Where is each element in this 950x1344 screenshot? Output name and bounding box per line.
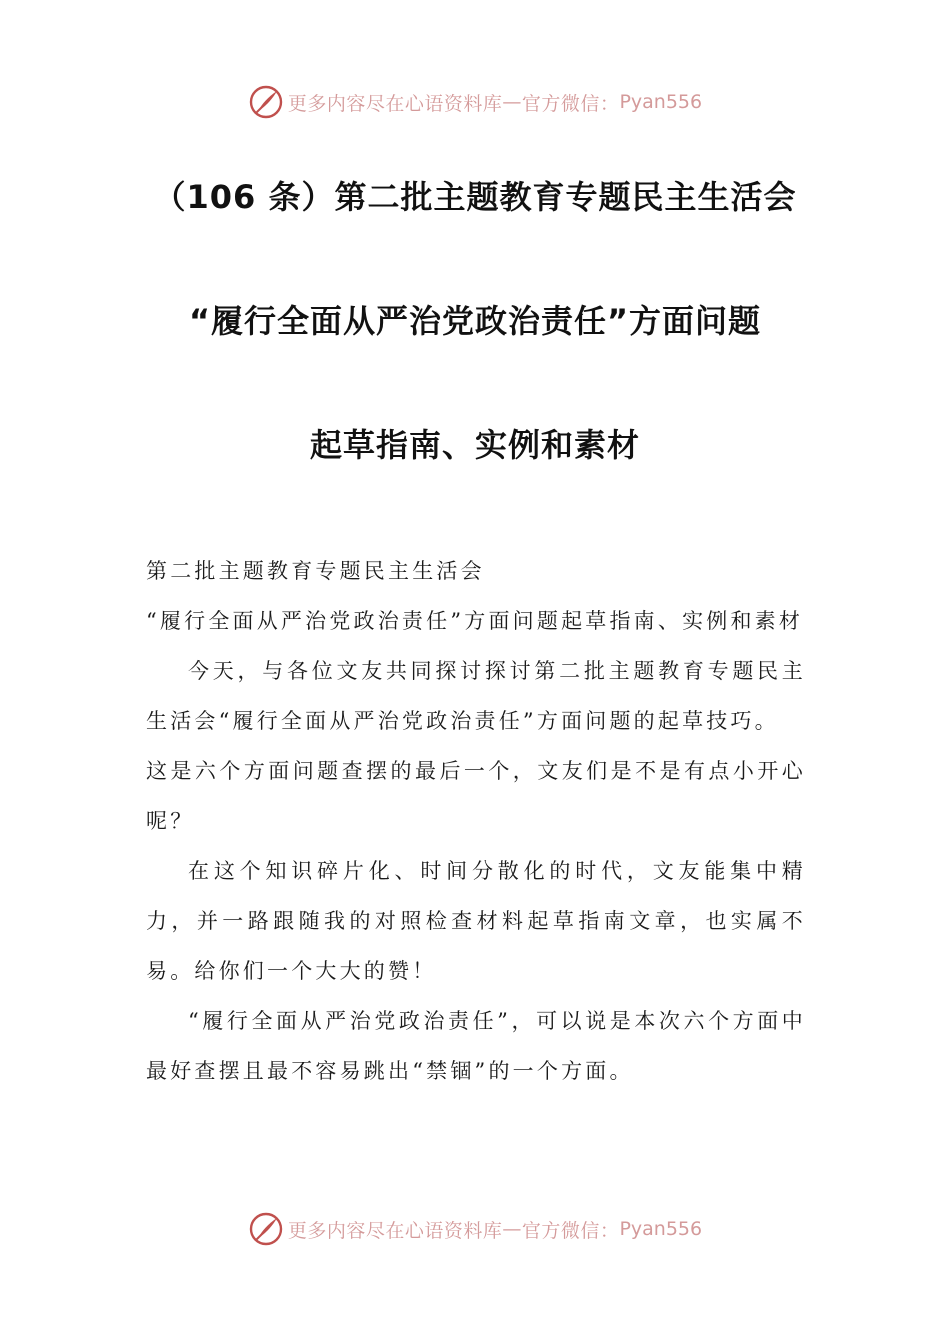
watermark-wechat-id: Pyan556 [619,1218,703,1240]
watermark-wechat-id: Pyan556 [619,91,703,113]
watermark-banner-top [0,80,950,124]
watermark-dash: — [502,1218,522,1240]
body-paragraph: 在这个知识碎片化、时间分散化的时代，文友能集中精力，并一路跟随我的对照检查材料起草指南文章，也实属不易。给你们一个大大的赞！ [146,859,806,983]
watermark-banner-bottom [0,1207,950,1251]
watermark-site-text: 更多内容尽在心语资料库 [287,92,503,115]
document-title-line-2: “履行全面从严治党政治责任”方面问题 [188,302,762,340]
watermark-site-text: 更多内容尽在心语资料库 [287,1219,503,1242]
body-paragraph: 今天，与各位文友共同探讨探讨第二批主题教育专题民主生活会“履行全面从严治党政治责任”方面问题的起草技巧。 [146,659,806,733]
watermark-wechat-label: 官方微信： [521,1219,620,1242]
watermark-dash: — [502,91,522,113]
quill-pen-icon [248,1211,284,1247]
document-body [146,546,806,1096]
watermark-wechat-label: 官方微信： [521,92,620,115]
body-subtitle-2: “履行全面从严治党政治责任”方面问题起草指南、实例和素材 [146,609,804,633]
body-subtitle-1: 第二批主题教育专题民主生活会 [146,559,485,583]
body-paragraph: 这是六个方面问题查摆的最后一个，文友们是不是有点小开心呢？ [146,759,806,833]
body-paragraph: “履行全面从严治党政治责任”，可以说是本次六个方面中最好查摆且最不容易跳出“禁锢”的一个方面。 [146,1009,806,1083]
document-title-line-3: 起草指南、实例和素材 [309,426,640,464]
quill-pen-icon [248,84,284,120]
document-title-line-1: （106 条）第二批主题教育专题民主生活会 [153,178,797,216]
